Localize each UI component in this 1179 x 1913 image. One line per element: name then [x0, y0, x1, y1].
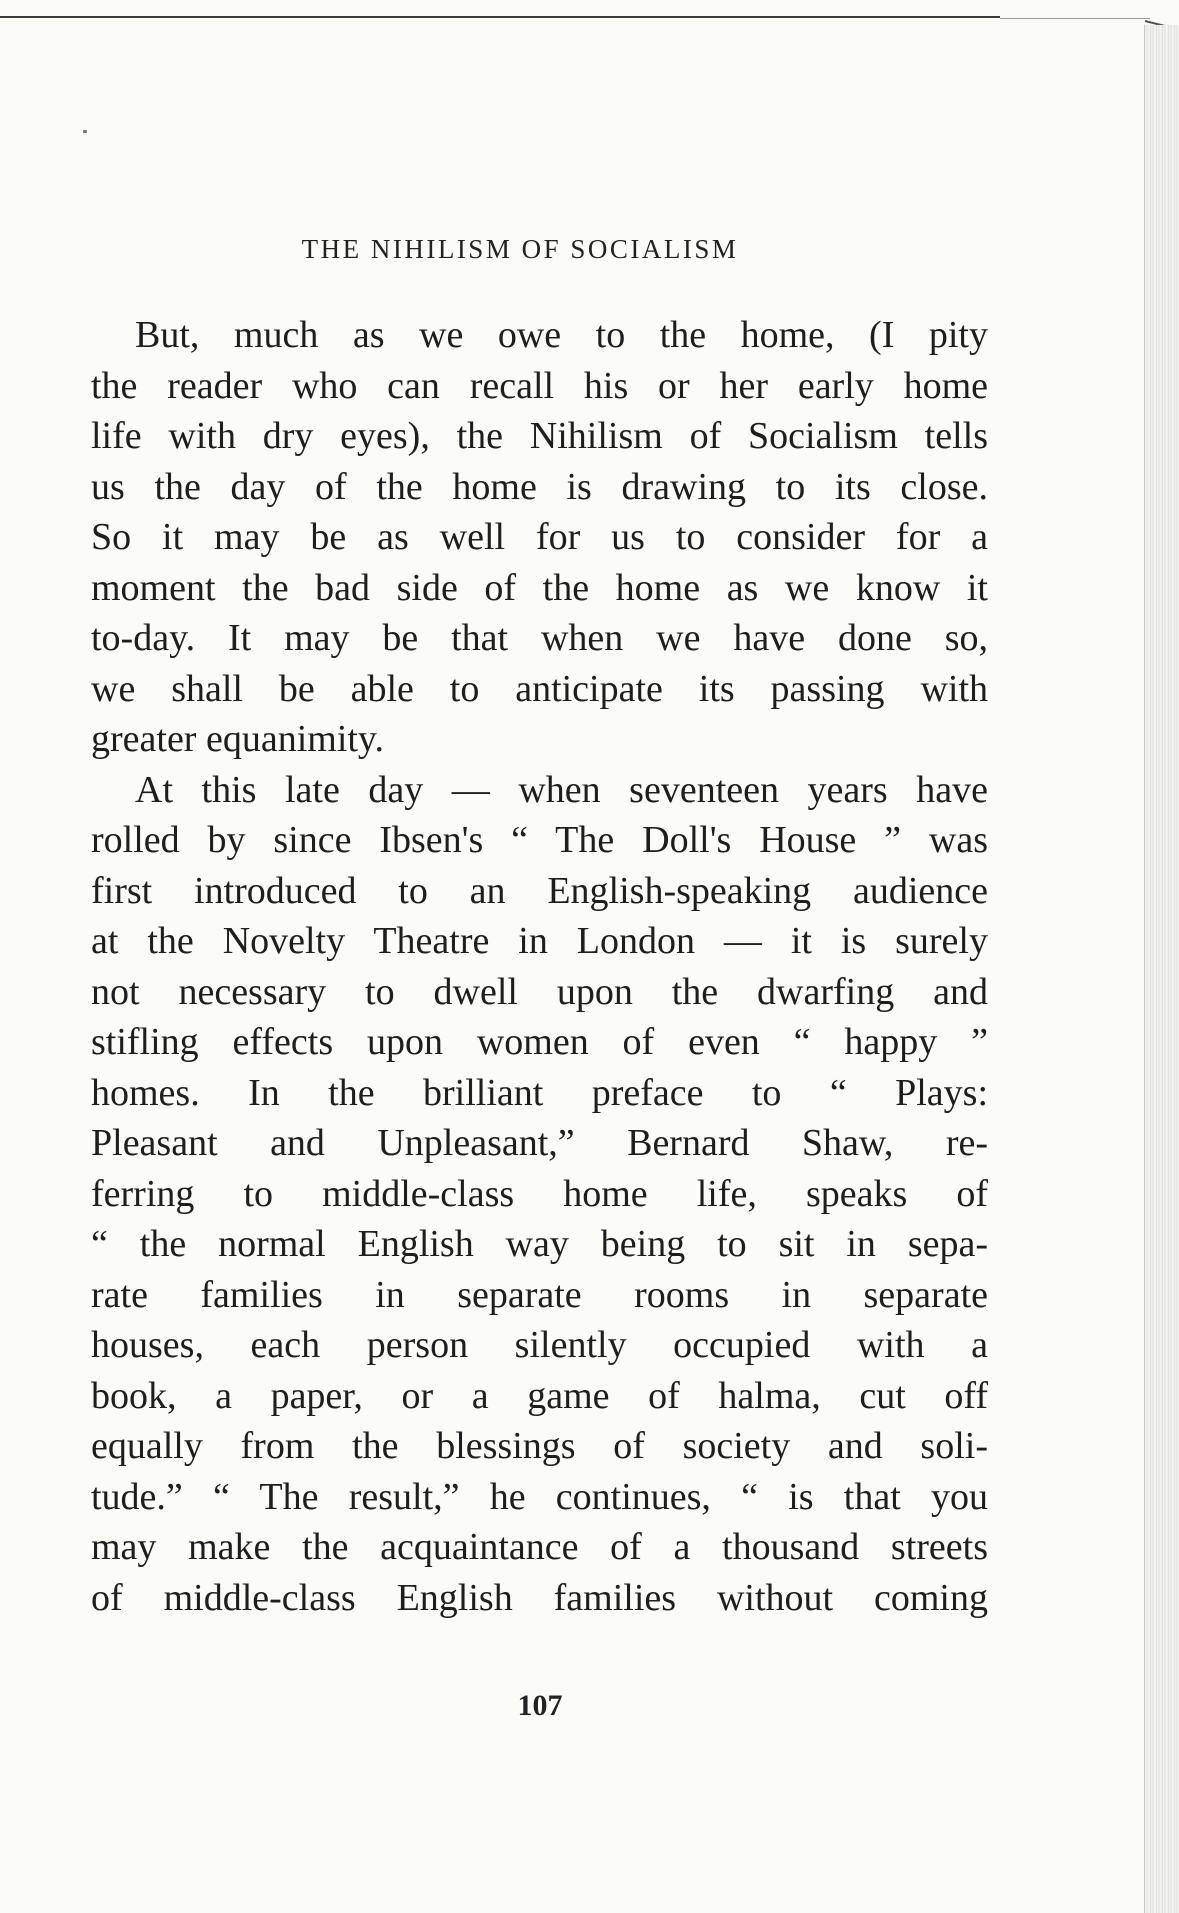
text-line: Pleasant and Unpleasant,” Bernard Shaw, re-: [91, 1122, 988, 1164]
text-line: houses, each person silently occupied with a: [91, 1324, 988, 1366]
text-line: homes. In the brilliant preface to “ Plays:: [91, 1071, 988, 1114]
text-line: may make the acquaintance of a thousand streets: [91, 1526, 988, 1568]
text-line: “ the normal English way being to sit in sepa-: [91, 1223, 988, 1265]
body-text: [91, 310, 988, 1623]
text-line: to-day. It may be that when we have done so,: [91, 617, 988, 659]
text-line: us the day of the home is drawing to its close.: [91, 465, 988, 508]
top-border-rule: [0, 16, 1000, 18]
text-line: moment the bad side of the home as we know it: [91, 566, 988, 609]
text-line: equally from the blessings of society and soli-: [91, 1425, 988, 1467]
text-line: So it may be as well for us to consider for a: [91, 516, 988, 558]
page-binding-edge: [1144, 25, 1179, 1913]
text-line: we shall be able to anticipate its passing with: [91, 667, 988, 710]
text-line: of middle-class English families without coming: [91, 1576, 988, 1619]
text-line: At this late day — when seventeen years have: [135, 768, 988, 811]
text-line: not necessary to dwell upon the dwarfing and: [91, 970, 988, 1013]
text-line: at the Novelty Theatre in London — it is surely: [91, 920, 988, 962]
text-line: But, much as we owe to the home, (I pity: [135, 314, 988, 356]
text-line: stifling effects upon women of even “ happy ”: [91, 1021, 988, 1063]
text-line: ferring to middle-class home life, speaks of: [91, 1172, 988, 1215]
text-line: tude.” “ The result,” he continues, “ is that you: [91, 1475, 988, 1518]
top-border-rule-faint: [1000, 18, 1150, 19]
text-line: rolled by since Ibsen's “ The Doll's House ” was: [91, 819, 988, 861]
paper-speck: [83, 130, 87, 133]
text-line: first introduced to an English-speaking audience: [91, 869, 988, 912]
text-line: greater equanimity.: [91, 718, 384, 760]
page-number: 107: [517, 1689, 563, 1722]
text-line: rate families in separate rooms in separate: [91, 1273, 988, 1316]
running-head: THE NIHILISM OF SOCIALISM: [301, 234, 739, 264]
text-line: the reader who can recall his or her early home: [91, 364, 988, 407]
text-line: life with dry eyes), the Nihilism of Socialism tells: [91, 415, 988, 457]
text-line: book, a paper, or a game of halma, cut off: [91, 1374, 988, 1417]
